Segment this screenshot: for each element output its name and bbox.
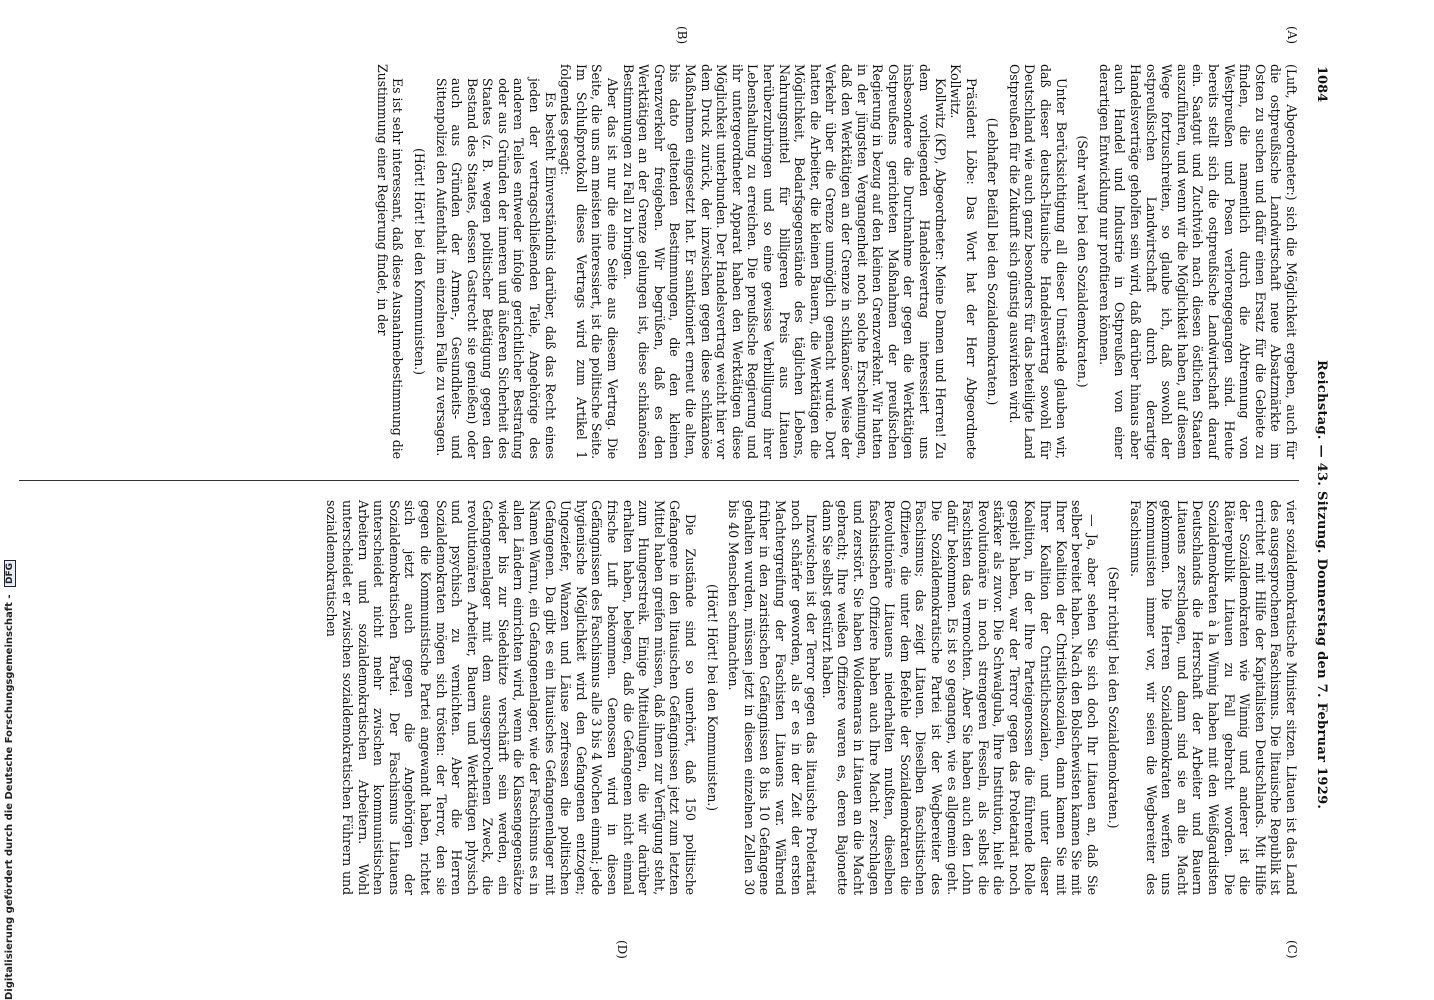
paragraph: Die Zustände sind so unerhört, daß 150 politische Gefangene in den litauischen Gefängnissen jetzt zum letzten Mittel haben greifen müssen, daß ihnen zur Verfügung steht, zum Hungerstreik. Einige Mitteilungen, die wir darüber erhalten haben, belegen, daß die Gefangenen nicht einmal frische Luft bekommen. Genossen wird in diesen Gefängnissen des Faschismus alle 3 bis 4 Wochen einmal; jede hygienische Möglichkeit wird den Gefangenen entzogen; Ungeziefer, Wanzen und Läuse zerfressen die politischen Gefangenen. Da gibt es ein litauisches Gefangenenlager mit Namen Warnu, ein Gefangenenlager, wie der Faschismus es in allen Ländern einrichten wird, wenn die Klassengegensätze wieder bis zur Siedehitze verschärft sein werden, ein Gefangenenlager mit dem ausgesprochenen Zweck, die revolutionären Arbeiter, Bauern und Werktätigen physisch und psychisch zu vernichten. Aber die Herren Sozialdemokraten mögen sich trösten: der Terror, den sie gegen die Kommunistische Partei angewandt haben, richtet sich jetzt auch gegen die Angehörigen der Sozialdemokratischen Partei. Der Faschismus Litauens unterscheidet nicht mehr zwischen kommunistischen Arbeitern und sozialdemokratischen Arbeitern. Wohl unterscheidet er zwischen sozialdemokratischen Führern und sozialdemokratischen — [324, 500, 699, 895]
interjection: (Sehr wahr! bei den Sozialdemokraten.) — [1075, 135, 1091, 388]
paragraph: — Ja, aber sehen Sie sich doch Ihr Litauen an, daß Sie selber bereitet haben. Nach den Bolschewisten kamen Sie mit Ihrer Koalition der Christlichsozialen, dann kamen Sie mit Ihrer Koalition der Christlichsozialen, und unter dieser Koalition, in der Ihre Parteigenossen die führende Rolle gespielt haben, war der Terror gegen das Proletariat noch stärker als zuvor. Die Schwalguba, Ihre Institution, hielt die Revolutionäre in noch strengeren Fesseln, als selbst die Faschisten das vermochten. Aber Sie haben auch den Lohn dafür bekommen. Es ist so gegangen, wie es allgemein geht. Die Sozialdemokratische Partei ist der Wegbereiter des Faschismus; das zeigt Litauen. Dieselben faschistischen Offiziere, die unter dem Befehle der Sozialdemokraten die Revolutionäre Litauens niederhalten mußten, dieselben faschistischen Offiziere haben auch Ihre Macht zerschlagen und zerstört. Sie haben Woldemaras in Litauen an die Macht gebracht; Ihre weißen Offiziere waren es, deren Bajonette dann Sie selbst gestürzt haben. — [819, 500, 1100, 895]
paragraph: Unter Berücksichtigung all dieser Umstände glauben wir, daß dieser deutsch-litauische Handelsvertrag sowohl für Deutschland wie auch ganz besonders für das beteiligte Land Ostpreußen für die Zukunft sich günstig auswirken wird. — [1006, 64, 1069, 459]
paragraph: Aber das ist nur die eine Seite aus diesem Vertrag. Die Seite, die uns am meisten interessiert, ist die politische Seite. Im Schlußprotokoll dieses Vertrags wird zum Artikel 1 folgendes gesagt: — [558, 64, 621, 459]
quotation: Es besteht Einverständnis darüber, daß das Recht eines jeden der vertragschließenden Teile, Angehörige des anderen Teiles entweder infolge gerichtlicher Bestrafung oder aus Gründen der inneren und äußeren Sicherheit des Staates (z. B. wegen politischer Betätigung gegen den Bestand des Staates, dessen Gastrecht sie genießen) oder auch aus Gründen der Armen-, Gesundheits- und Sittenpolizei den Aufenthalt im einzelnen Falle zu versagen. — [433, 78, 558, 459]
funding-credit — [4, 560, 16, 1000]
left-column — [374, 64, 1299, 459]
margin-marker-c: (C) — [1285, 940, 1299, 959]
column-divider — [19, 480, 1299, 481]
paragraph: (Luft, Abgeordneter:) sich die Möglichkeit ergeben, auch für die ostpreußische Landwirtschaft neue Absatzmärkte im Osten zu suchen und dafür einen Ersatz für die Gebiete zu finden, die namentlich durch die Abtrennung von Westpreußen und Posen verlorengegangen sind. Heute bereits stellt sich die ostpreußische Landwirtschaft darauf ein. Saatgut und Zuchtvieh nach diesen östlichen Staaten auszuführen, und wenn wir die Möglichkeit haben, auf diesem Wege fortzuschreiten, so glaube ich, daß sowohl der ostpreußischen Landwirtschaft durch derartige Handelsverträge geholfen sein wird, daß darüber hinaus aber auch Handel und Industrie in Ostpreußen von einer derartigen Entwicklung nur profitieren können. — [1096, 64, 1299, 459]
page-number: 1084 — [1314, 66, 1329, 103]
page-title: Reichstag. — 43. Sitzung. Donnerstag den 7. Februar 1929. — [1314, 360, 1329, 810]
page-header — [1309, 60, 1329, 940]
interjection: (Lebhafter Beifall bei den Sozialdemokraten.) — [985, 117, 1001, 406]
margin-marker-d: (D) — [615, 940, 629, 959]
interjection: (Hört! Hört! bei den Kommunisten.) — [704, 584, 720, 811]
dfg-logo: DFG — [4, 560, 16, 587]
interjection: (Sehr richtig! bei den Sozialdemokraten.) — [1106, 566, 1122, 829]
credit-text: Digitalisierung gefördert durch die Deutsche Forschungsgemeinschaft - — [4, 594, 15, 1000]
paragraph: Es ist sehr interessant, daß diese Ausnahmebestimmung die Zustimmung einer Regierung findet, in der — [374, 64, 406, 459]
right-column — [324, 500, 1299, 895]
paragraph: vier sozialdemokratische Minister sitzen. Litauen ist das Land des ausgesprochenen Faschismus. Die litauische Republik ist errichtet mit Hilfe der Kapitalisten Deutschlands. Mit Hilfe der Sozialdemokraten wie Winnig und anderer ist die Räterepublik Litauen zu Fall gebracht worden. Die Sozialdemokraten à la Winnig haben mit den Weißgardisten Deutschlands die Herrschaft der Arbeiter und Bauern Litauens zerschlagen, und dann sind sie an die Macht gekommen. Die Herren Sozialdemokraten werfen uns Kommunisten immer vor, wir seien die Wegbereiter des Faschismus. — [1128, 500, 1299, 895]
speaker-paragraph: Kollwitz (KP), Abgeordneter: Meine Damen und Herren! Zu dem vorliegenden Handelsvertrag interessiert uns insbesondere die Durchnahme der gegen die Werktätigen Ostpreußens gerichteten Maßnahmen der preußischen Regierung in bezug auf den kleinen Grenzverkehr. Wir hatten in der jüngsten Vergangenheit noch solche Erscheinungen, daß den Werktätigen an der Grenze in schikanöser Weise der Verkehr über die Grenze unmöglich gemacht wurde. Dort hatten die Arbeiter, die kleinen Bauern, die Werktätigen die Möglichkeit, Bedarfsgegenstände des täglichen Lebens, Nahrungsmittel für billigeren Preis aus Litauen herüberzubringen und so eine gewisse Verbilligung ihrer Lebenshaltung zu erreichen. Die preußische Regierung und ihr untergeordneter Apparat haben den Werktätigen diese Möglichkeit unterbunden. Der Handelsvertrag weicht hier vor dem Druck zurück, der inzwischen gegen diese schikanöse Maßnahmen eingesetzt hat. Er sanktioniert erneut die alten, bis dato geltenden Bestimmungen, die den kleinen Grenzverkehr freigeben. Wir begrüßen, daß es den Werktätigen an der Grenze gelungen ist, diese schikanösen Bestimmungen zu Fall zu bringen. — [620, 64, 948, 459]
page-body — [19, 26, 1329, 959]
margin-marker-b: (B) — [675, 26, 689, 45]
margin-marker-a: (A) — [1285, 26, 1299, 45]
speaker-paragraph: Präsident Löbe: Das Wort hat der Herr Abgeordnete Kollwitz. — [948, 64, 979, 459]
paragraph: Inzwischen ist der Terror gegen das litauische Proletariat noch schärfer geworden, als er es in der Zeit der ersten Machtergreifung der Faschisten Litauens war. Während früher in den zaristischen Gefängnissen 8 bis 10 Gefangene gehalten wurden, müssen jetzt in diesen einzelnen Zellen 30 bis 40 Menschen schmachten. — [726, 500, 820, 895]
interjection: (Hört! Hört! bei den Kommunisten.) — [411, 148, 427, 375]
